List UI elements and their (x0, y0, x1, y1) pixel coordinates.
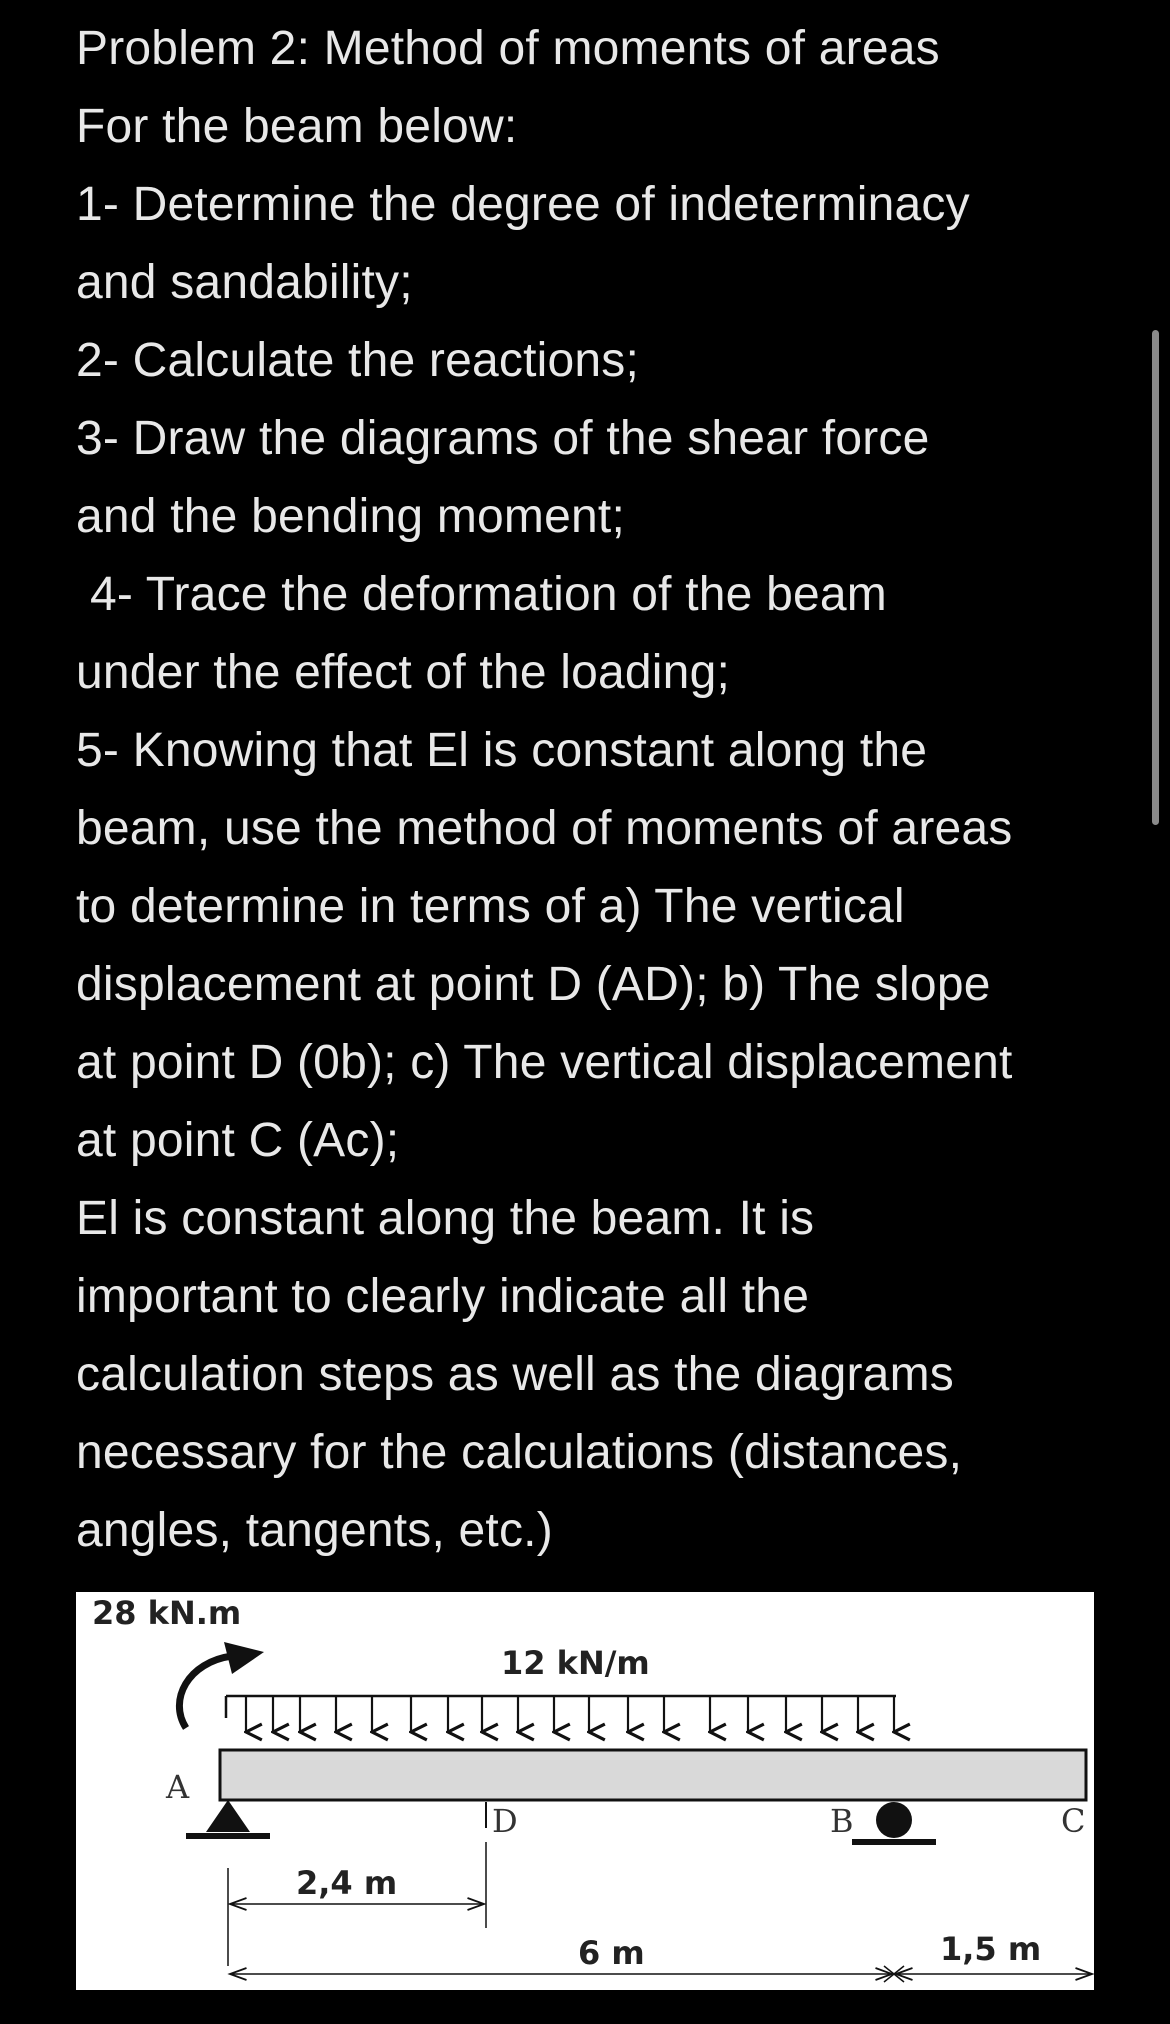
problem-title: Problem 2: Method of moments of areas (76, 22, 940, 75)
distributed-load-arrows (246, 1696, 894, 1732)
note-line-5: angles, tangents, etc.) (76, 1504, 553, 1557)
beam-figure (76, 1592, 1094, 1990)
task-5-line-5: at point D (0b); c) The vertical displacement (76, 1036, 1013, 1089)
task-5-line-4: displacement at point D (AD); b) The slope (76, 958, 991, 1011)
dim-label-ab: 6 m (578, 1934, 645, 1972)
scrollbar-thumb[interactable] (1152, 330, 1159, 825)
task-5-line-1: 5- Knowing that El is constant along the (76, 724, 928, 777)
task-1-line-1: 1- Determine the degree of indeterminacy (76, 178, 970, 231)
pin-support-a (206, 1800, 250, 1832)
task-5-line-3: to determine in terms of a) The vertical (76, 880, 905, 933)
point-b-label: B (830, 1802, 854, 1840)
point-a-label: A (166, 1768, 190, 1806)
dim-label-ad: 2,4 m (296, 1864, 398, 1902)
problem-statement (76, 10, 1116, 1570)
task-3-line-2: and the bending moment; (76, 490, 625, 543)
roller-support-b (876, 1802, 912, 1838)
task-2: 2- Calculate the reactions; (76, 334, 640, 387)
beam (220, 1750, 1086, 1800)
dim-label-bc: 1,5 m (940, 1930, 1042, 1968)
point-d-label: D (492, 1802, 518, 1840)
note-line-4: necessary for the calculations (distances, (76, 1426, 963, 1479)
moment-arrow (179, 1656, 232, 1728)
moment-arrowhead (224, 1642, 264, 1674)
task-4-line-1: 4- Trace the deformation of the beam (90, 568, 887, 621)
task-5-line-2: beam, use the method of moments of areas (76, 802, 1013, 855)
problem-intro: For the beam below: (76, 100, 518, 153)
point-c-label: C (1061, 1802, 1086, 1840)
task-1-line-2: and sandability; (76, 256, 413, 309)
task-4-line-2: under the effect of the loading; (76, 646, 731, 699)
note-line-2: important to clearly indicate all the (76, 1270, 810, 1323)
note-line-1: El is constant along the beam. It is (76, 1192, 815, 1245)
beam-diagram (76, 1592, 1094, 1990)
distributed-load-label: 12 kN/m (501, 1644, 650, 1682)
moment-label: 28 kN.m (92, 1594, 242, 1632)
task-5-line-6: at point C (Ac); (76, 1114, 400, 1167)
note-line-3: calculation steps as well as the diagrams (76, 1348, 954, 1401)
task-3-line-1: 3- Draw the diagrams of the shear force (76, 412, 930, 465)
